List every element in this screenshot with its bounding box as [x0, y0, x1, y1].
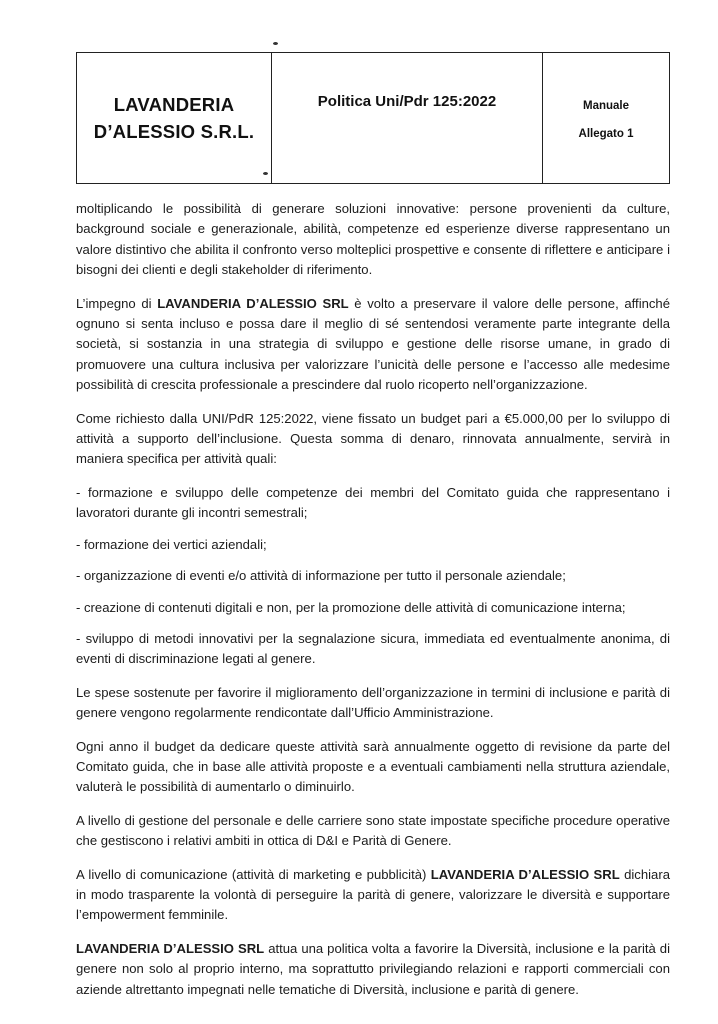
list-item: - formazione e sviluppo delle competenze dei membri del Comitato guida che rappresentano i lavoratori durante gli incontri semestrali; [76, 484, 670, 521]
paragraph: Come richiesto dalla UNI/PdR 125:2022, viene fissato un budget pari a €5.000,00 per lo sviluppo di attività a supporto dell’inclusione. Questa somma di denaro, rinnovata annualmente, servirà in maniera specifica per attività quali: [76, 410, 670, 467]
paragraph [76, 865, 670, 926]
company-name-inline: LAVANDERIA D’ALESSIO SRL [157, 295, 349, 311]
list-item: - creazione di contenuti digitali e non, per la promozione delle attività di comunicazione interna; [76, 599, 626, 615]
list-item: - sviluppo di metodi innovativi per la segnalazione sicura, immediata ed eventualmente anonima, di eventi di discriminazione legati al genere. [76, 630, 670, 667]
company-name-line1: LAVANDERIA [113, 94, 235, 115]
company-name-line2: D’ALESSIO S.R.L. [93, 121, 255, 142]
manual-label: Manuale [582, 100, 629, 112]
paragraph: A livello di gestione del personale e delle carriere sono state impostate specifiche procedure operative che gestiscono i relativi ambiti in ottica di D&I e Parità di Genere. [76, 812, 670, 849]
paragraph: moltiplicando le possibilità di generare soluzioni innovative: persone provenienti da culture, background sociale e generazionale, abilità, competenze ed esperienze diverse rappresentano un valore distintivo che abilita il confronto verso molteplici prospettive e consente di riflettere e anticipare i bisogni dei clienti e degli stakeholder di riferimento. [76, 201, 670, 278]
scan-speck [263, 172, 268, 175]
document-title: Politica Uni/Pdr 125:2022 [317, 93, 497, 110]
attachment-label: Allegato 1 [578, 128, 634, 140]
list-item: - organizzazione di eventi e/o attività di informazione per tutto il personale aziendale; [76, 568, 566, 584]
company-name-inline: LAVANDERIA D’ALESSIO SRL [76, 940, 265, 956]
paragraph: Ogni anno il budget da dedicare queste attività sarà annualmente oggetto di revisione da parte del Comitato guida, che in base alle attività proposte e a eventuali cambiamenti nella struttura aziendale, valuterà le possibilità di aumentarlo o diminuirlo. [76, 738, 670, 795]
title-cell [272, 53, 543, 183]
paragraph-text: è volto a preservare il valore delle persone, affinché ognuno si senta incluso e possa dare il meglio di sé sentendosi veramente parte integrante della società, si sostanzia in una strategia di sviluppo e gestione delle risorse umane, in grado di promuovere una cultura inclusiva per valorizzare l’unicità delle persone e l’accesso alle medesime possibilità di crescita professionale a prescindere dal ruolo ricoperto nell’organizzazione. [76, 295, 670, 393]
paragraph-text: dichiara in modo trasparente la volontà di perseguire la parità di genere, valorizzare le diversità e supportare l’empowerment femminile. [76, 866, 670, 923]
paragraph: Le spese sostenute per favorire il miglioramento dell’organizzazione in termini di inclusione e parità di genere vengono regolarmente rendicontate dall’Ufficio Amministrazione. [76, 684, 670, 721]
paragraph [76, 939, 670, 1000]
paragraph [76, 294, 670, 396]
company-name-inline: LAVANDERIA D’ALESSIO SRL [430, 866, 620, 882]
scan-speck [273, 42, 278, 45]
body-text [76, 199, 670, 1013]
paragraph-text: A livello di comunicazione (attività di marketing e pubblicità) [76, 866, 431, 882]
paragraph-text: attua una politica volta a favorire la Diversità, inclusione e la parità di genere non solo al proprio interno, ma soprattutto privilegiando relazioni e rapporti commerciali con aziende altrettanto impegnati nelle tematiche di Diversità, inclusione e parità di genere. [76, 940, 670, 997]
document-header [76, 52, 670, 184]
list-item: - formazione dei vertici aziendali; [76, 536, 267, 552]
company-cell [77, 53, 272, 183]
reference-cell [543, 53, 669, 183]
paragraph-text: L’impegno di [76, 295, 158, 311]
